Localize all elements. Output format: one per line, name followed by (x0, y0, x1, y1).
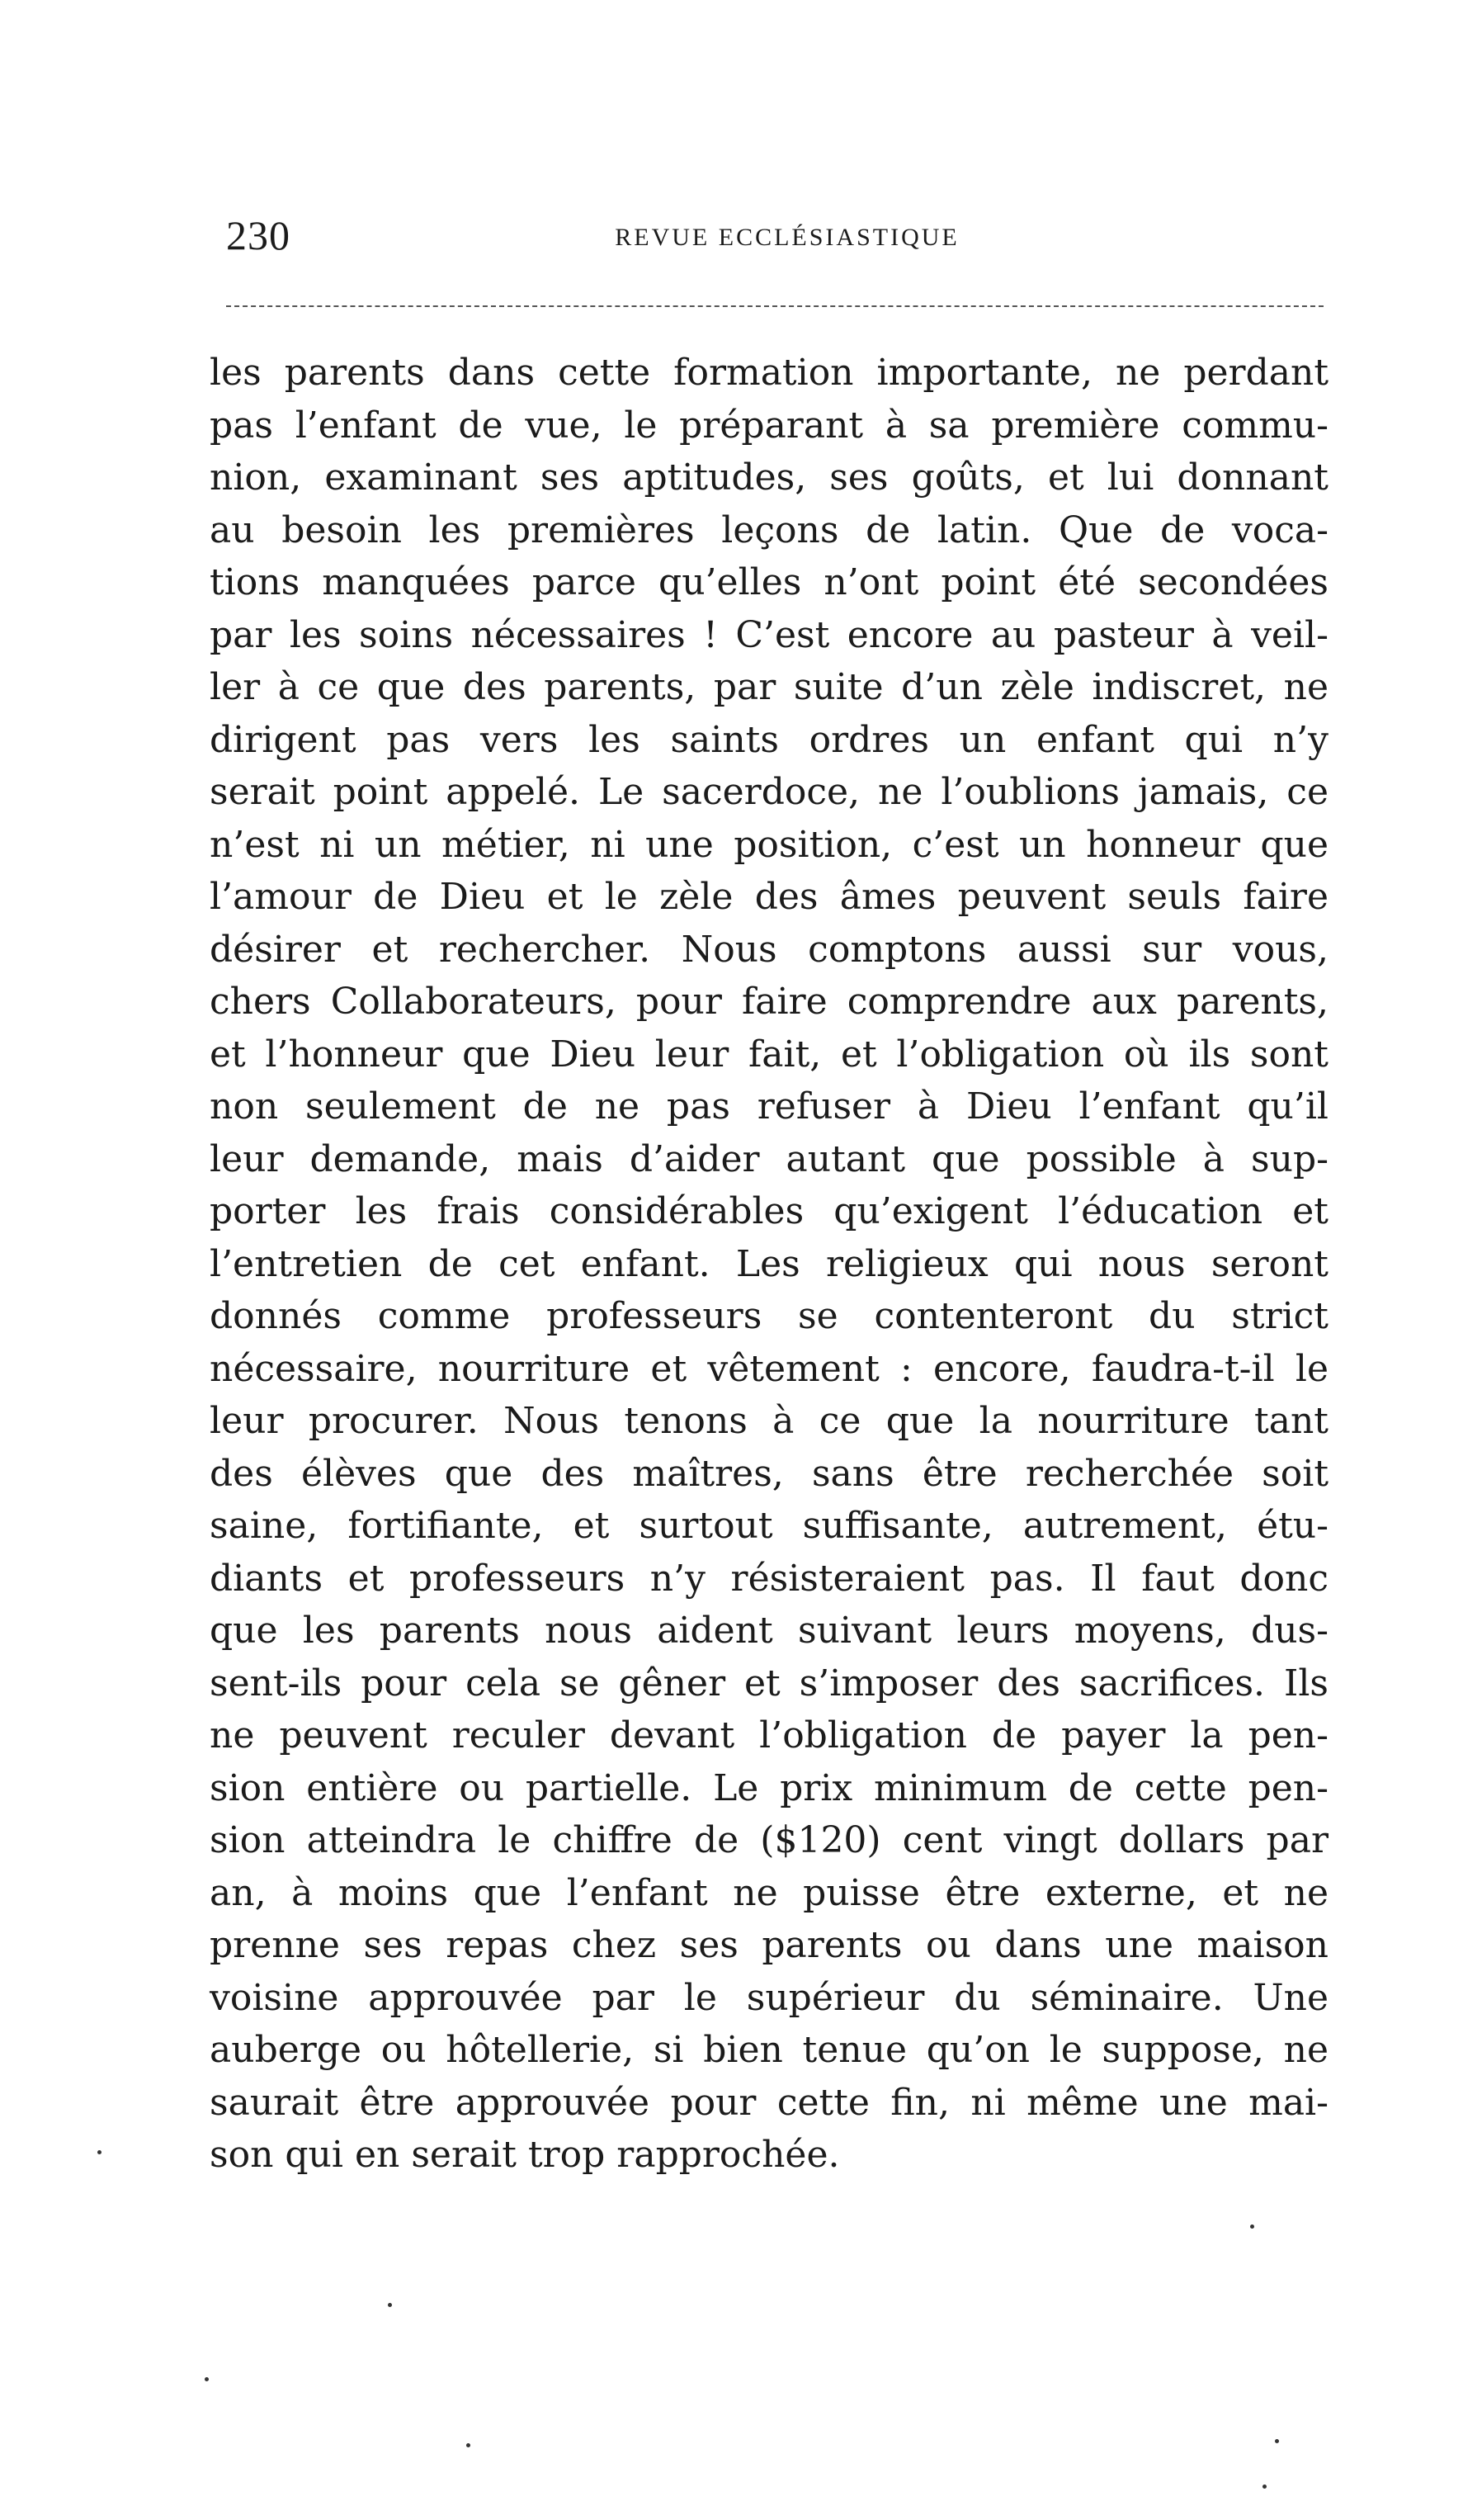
text-line: sent-ils pour cela se gêner et s’imposer des sacrifices. Ils (210, 1662, 1328, 1704)
text-line: n’est ni un métier, ni une position, c’est un honneur que (210, 823, 1328, 866)
scan-speck (388, 2303, 392, 2307)
page-number: 230 (226, 212, 290, 258)
text-line: sion entière ou partielle. Le prix minimum de cette pen- (210, 1766, 1328, 1809)
text-line: des élèves que des maîtres, sans être recherchée soit (210, 1452, 1328, 1495)
text-line: l’entretien de cet enfant. Les religieux qui nous seront (210, 1242, 1328, 1285)
text-line: au besoin les premières leçons de latin. Que de voca- (210, 508, 1328, 551)
text-line: serait point appelé. Le sacerdoce, ne l’oublions jamais, ce (210, 771, 1328, 813)
text-line: leur demande, mais d’aider autant que possible à sup- (210, 1137, 1328, 1180)
text-line: donnés comme professeurs se contenteront du strict (210, 1295, 1328, 1337)
text-line: chers Collaborateurs, pour faire comprendre aux parents, (210, 981, 1328, 1023)
text-line: tions manquées parce qu’elles n’ont point été secondées (210, 561, 1328, 603)
text-line: son qui en serait trop rapprochée. (210, 2134, 840, 2176)
text-line: nion, examinant ses aptitudes, ses goûts, et lui donnant (210, 456, 1328, 499)
text-line: prenne ses repas chez ses parents ou dans une maison (210, 1924, 1328, 1966)
body-paragraph (210, 347, 1328, 2182)
text-line: les parents dans cette formation importante, ne perdant (210, 352, 1328, 394)
text-line: l’amour de Dieu et le zèle des âmes peuvent seuls faire (210, 876, 1328, 918)
text-line: ler à ce que des parents, par suite d’un zèle indiscret, ne (210, 666, 1328, 708)
text-line: nécessaire, nourriture et vêtement : encore, faudra-t-il le (210, 1347, 1328, 1390)
scan-speck (1262, 2485, 1267, 2489)
text-line: ne peuvent reculer devant l’obligation de payer la pen- (210, 1714, 1328, 1756)
text-line: non seulement de ne pas refuser à Dieu l’enfant qu’il (210, 1085, 1328, 1128)
text-line: dirigent pas vers les saints ordres un enfant qui n’y (210, 718, 1328, 761)
text-line: porter les frais considérables qu’exigent l’éducation et (210, 1190, 1328, 1232)
text-line: leur procurer. Nous tenons à ce que la nourriture tant (210, 1400, 1328, 1442)
text-line: auberge ou hôtellerie, si bien tenue qu’on le suppose, ne (210, 2029, 1328, 2071)
text-line: par les soins nécessaires ! C’est encore au pasteur à veil- (210, 613, 1328, 656)
text-line: et l’honneur que Dieu leur fait, et l’obligation où ils sont (210, 1033, 1328, 1076)
text-line: sion atteindra le chiffre de ($120) cent vingt dollars par (210, 1819, 1328, 1861)
text-line: voisine approuvée par le supérieur du séminaire. Une (210, 1976, 1328, 2019)
scan-speck (205, 2377, 209, 2381)
text-line: que les parents nous aident suivant leurs moyens, dus- (210, 1610, 1328, 1652)
text-line: pas l’enfant de vue, le préparant à sa première commu- (210, 404, 1328, 447)
page-header (226, 206, 1324, 264)
header-rule (226, 305, 1324, 307)
scan-speck (466, 2443, 470, 2447)
text-line: saine, fortifiante, et surtout suffisante, autrement, étu- (210, 1505, 1328, 1547)
running-title: REVUE ECCLÉSIASTIQUE (615, 224, 960, 251)
text-line: désirer et rechercher. Nous comptons aussi sur vous, (210, 928, 1328, 971)
scan-speck (97, 2150, 101, 2154)
text-line: saurait être approuvée pour cette fin, ni même une mai- (210, 2081, 1328, 2124)
text-line: diants et professeurs n’y résisteraient pas. Il faut donc (210, 1557, 1328, 1600)
scan-speck (1275, 2439, 1279, 2443)
text-line: an, à moins que l’enfant ne puisse être externe, et ne (210, 1871, 1328, 1914)
scan-speck (1250, 2225, 1254, 2229)
